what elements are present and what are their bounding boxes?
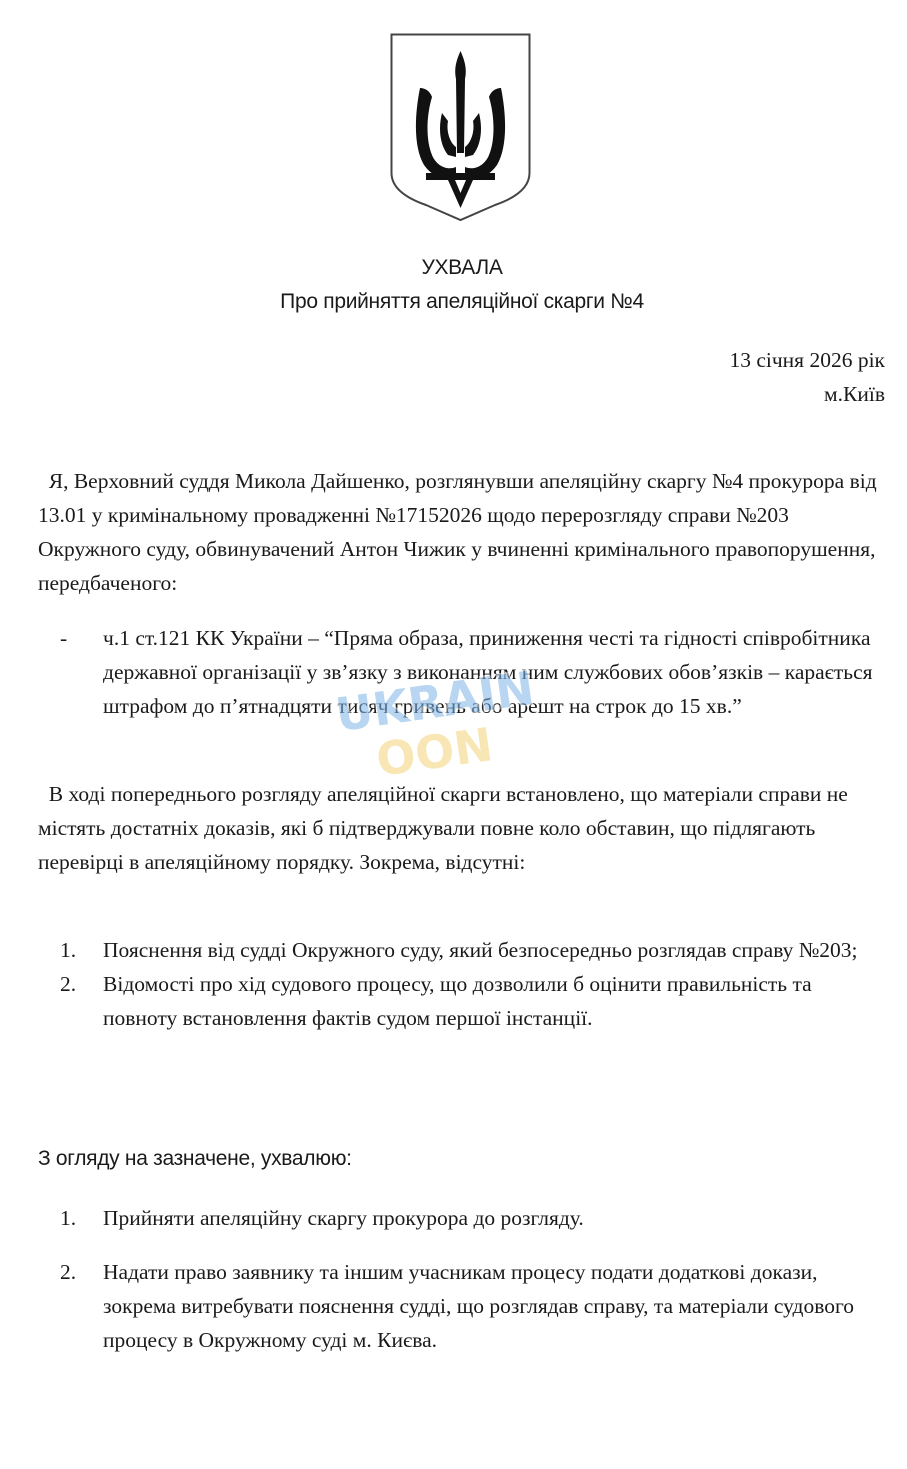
missing-evidence-list [38, 933, 888, 1035]
list-item-text: Прийняти апеляційну скаргу прокурора до розгляду. [103, 1206, 584, 1230]
list-number: 2. [60, 1260, 77, 1284]
list-number: 2. [60, 972, 77, 996]
decision-list [38, 1201, 888, 1357]
watermark-logo-icon [333, 668, 533, 793]
list-item [38, 1255, 888, 1357]
list-number: 1. [60, 938, 77, 962]
list-item [38, 967, 888, 1035]
intro-paragraph: Я, Верховний суддя Микола Дайшенко, розглянувши апеляційну скаргу №4 прокурора від 13.01 у кримінальному провадженні №17152026 щодо перерозгляду справи №203 Окружного суду, обвинувачений Антон Чижик у вчиненні кримінального правопорушення, передбаченого: [38, 469, 877, 595]
date-block [729, 343, 885, 411]
list-item [38, 933, 888, 967]
coat-of-arms-icon [390, 33, 531, 222]
list-marker: - [60, 626, 68, 650]
list-number: 1. [60, 1206, 77, 1230]
document-city: м.Київ [824, 382, 885, 406]
list-item-text: Надати право заявнику та іншим учасникам процесу подати додаткові докази, зокрема витребувати пояснення судді, що розглядав справу, та матеріали судового процесу в Окружному суді м. Києва. [103, 1260, 854, 1352]
decision-heading: З огляду на зазначене, ухвалюю: [38, 1147, 352, 1170]
article-text: ч.1 ст.121 КК України – “Пряма образа, приниження честі та гідності співробітника державної організації у зв’язку з виконанням ним службових обов’язків – карається штрафом до п’ятнадцяти тисяч гривень або арешт на строк до 15 хв.” [103, 626, 873, 718]
list-item-text: Пояснення від судді Окружного суду, який безпосередньо розглядав справу №203; [103, 938, 858, 962]
document-subtitle: Про прийняття апеляційної скарги №4 [280, 290, 644, 313]
svg-text:UKRAINE: UKRAINE [333, 668, 533, 743]
document-title: УХВАЛА [421, 256, 503, 279]
list-item [38, 1201, 888, 1235]
list-item-text: Відомості про хід судового процесу, що дозволили б оцінити правильність та повноту встановлення фактів судом першої інстанції. [103, 972, 812, 1030]
svg-text:OON: OON [372, 717, 496, 787]
document-date: 13 січня 2026 рік [729, 348, 885, 372]
findings-paragraph: В ході попереднього розгляду апеляційної скарги встановлено, що матеріали справи не містять достатніх доказів, які б підтверджували повне коло обставин, що підлягають перевірці в апеляційному порядку. Зокрема, відсутні: [38, 782, 848, 874]
